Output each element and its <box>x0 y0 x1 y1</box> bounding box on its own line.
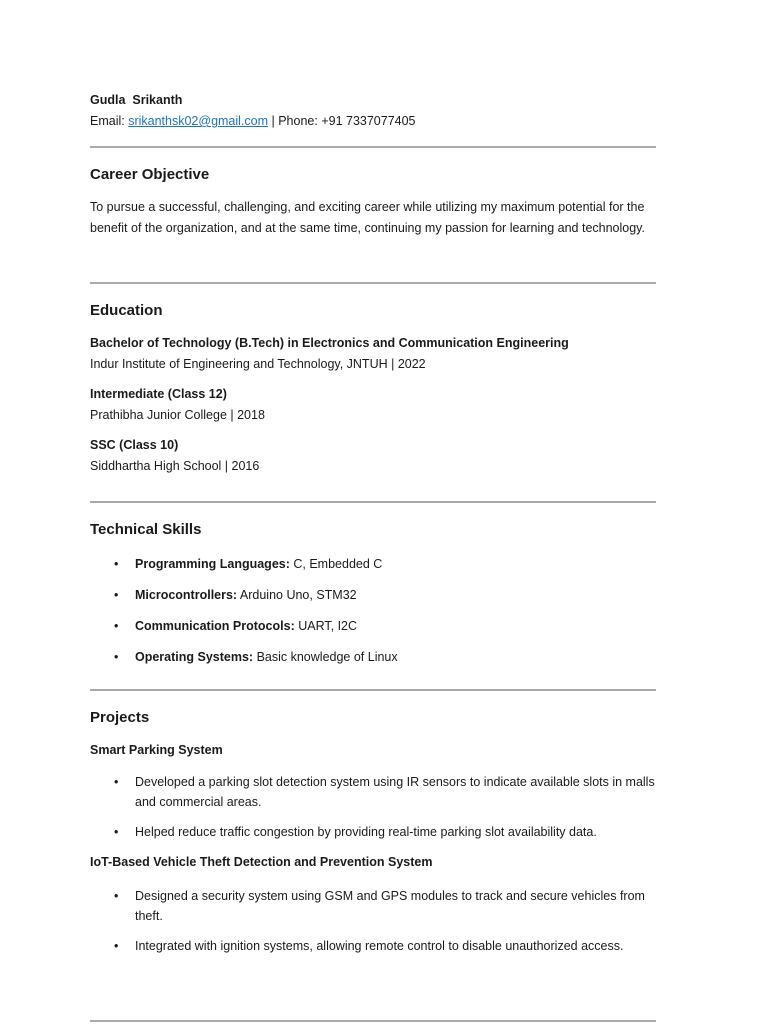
section-title-career-objective: Career Objective <box>90 166 210 183</box>
project-bullet <box>90 822 656 842</box>
education-degree: Bachelor of Technology (B.Tech) in Electronics and Communication Engineering <box>90 336 569 350</box>
section-title-projects: Projects <box>90 709 150 726</box>
phone-text: | Phone: +91 7337077405 <box>268 114 416 128</box>
skills-list <box>90 554 656 667</box>
bullet-icon: • <box>114 939 119 953</box>
project-bullet <box>90 936 656 956</box>
skill-item <box>90 585 656 605</box>
skill-item <box>90 554 656 574</box>
education-school: Indur Institute of Engineering and Technology, JNTUH | 2022 <box>90 357 426 371</box>
project-bullets <box>90 772 656 842</box>
bullet-icon: • <box>114 650 119 664</box>
email-label: Email: <box>90 114 129 128</box>
bullet-icon: • <box>114 825 119 839</box>
section-title-education: Education <box>90 302 163 319</box>
skill-label: Programming Languages: <box>135 557 290 571</box>
skill-value: Arduino Uno, STM32 <box>237 588 357 602</box>
divider <box>90 501 656 503</box>
project-bullet <box>90 772 656 812</box>
career-objective-text: To pursue a successful, challenging, and exciting career while utilizing my maximum potential for the benefit of the organization, and at the same time, continuing my passion for learning and technology. <box>90 200 645 235</box>
skill-label: Communication Protocols: <box>135 619 295 633</box>
contact-line <box>90 114 416 128</box>
skill-value: UART, I2C <box>294 619 358 633</box>
divider <box>90 282 656 284</box>
skill-value: C, Embedded C <box>289 557 383 571</box>
email-link[interactable]: srikanthsk02@gmail.com <box>128 114 269 128</box>
education-degree: Intermediate (Class 12) <box>90 387 227 401</box>
project-bullet-text: Helped reduce traffic congestion by providing real-time parking slot availability data. <box>135 825 597 839</box>
education-school: Prathibha Junior College | 2018 <box>90 408 265 422</box>
project-bullet-text: Designed a security system using GSM and GPS modules to track and secure vehicles from theft. <box>135 889 645 923</box>
education-degree: SSC (Class 10) <box>90 438 179 452</box>
section-title-technical-skills: Technical Skills <box>90 521 202 538</box>
project-bullet-text: Developed a parking slot detection system using IR sensors to indicate available slots in malls and commercial areas. <box>135 775 655 809</box>
bullet-icon: • <box>114 889 119 903</box>
skill-label: Operating Systems: <box>135 650 254 664</box>
divider <box>90 1020 656 1022</box>
bullet-icon: • <box>114 557 119 571</box>
divider <box>90 146 656 148</box>
skill-label: Microcontrollers: <box>135 588 238 602</box>
project-bullet-text: Integrated with ignition systems, allowing remote control to disable unauthorized access. <box>135 939 624 953</box>
project-title: IoT-Based Vehicle Theft Detection and Prevention System <box>90 855 433 869</box>
project-title: Smart Parking System <box>90 743 223 757</box>
divider <box>90 689 656 691</box>
bullet-icon: • <box>114 775 119 789</box>
skill-item <box>90 647 656 667</box>
education-school: Siddhartha High School | 2016 <box>90 459 260 473</box>
bullet-icon: • <box>114 588 119 602</box>
skill-item <box>90 616 656 636</box>
project-bullet <box>90 886 656 926</box>
bullet-icon: • <box>114 619 119 633</box>
skill-value: Basic knowledge of Linux <box>253 650 398 664</box>
candidate-name: Gudla Srikanth <box>90 93 183 107</box>
project-bullets <box>90 886 656 956</box>
